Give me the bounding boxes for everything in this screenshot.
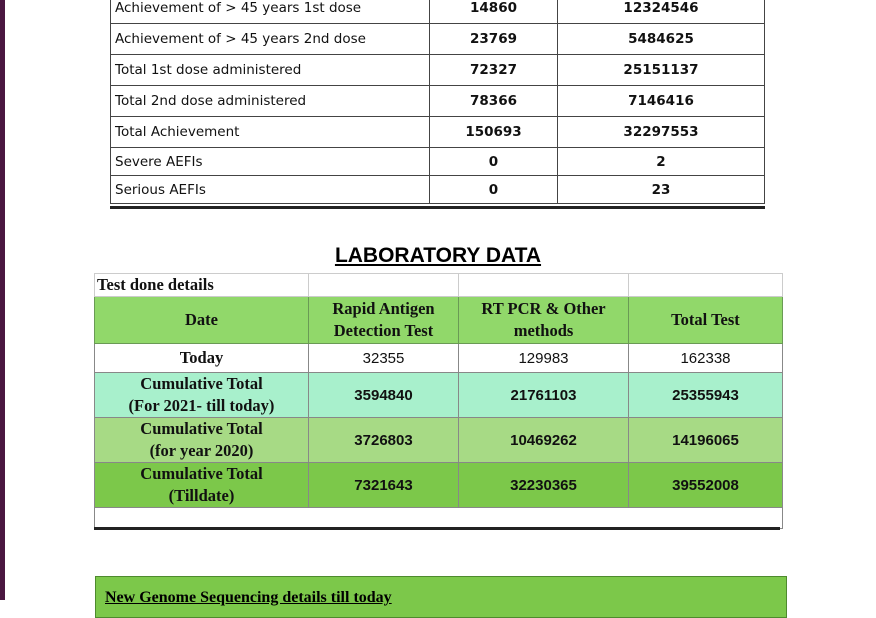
table-row <box>111 117 765 148</box>
row-label: Achievement of > 45 years 2nd dose <box>111 24 430 55</box>
row-date: Today <box>95 344 309 373</box>
today-value: 78366 <box>430 86 558 117</box>
rapid-value: 32355 <box>362 349 405 367</box>
row-date-line2: (For 2021- till today) <box>128 396 275 415</box>
today-value: 14860 <box>430 0 558 24</box>
row-label: Total Achievement <box>111 117 430 148</box>
row-date <box>95 373 309 418</box>
cumulative-value: 7146416 <box>558 86 765 117</box>
rapid-value: 7321643 <box>354 476 413 494</box>
column-header-date: Date <box>95 297 309 344</box>
row-label: Total 1st dose administered <box>111 55 430 86</box>
column-header-rtpcr: RT PCR & Other methods <box>459 297 629 344</box>
row-date-line1: Cumulative Total <box>140 464 263 483</box>
cumulative-value: 23 <box>558 176 765 204</box>
row-date <box>95 418 309 463</box>
cumulative-value: 2 <box>558 148 765 176</box>
empty-row <box>95 508 783 529</box>
laboratory-table <box>94 273 783 529</box>
today-value: 0 <box>430 148 558 176</box>
header-row <box>95 297 783 344</box>
table-row <box>111 24 765 55</box>
table-bottom-rule <box>110 206 765 209</box>
table-row <box>111 86 765 117</box>
row-date-line1: Cumulative Total <box>140 419 263 438</box>
table-row <box>111 148 765 176</box>
genome-title: New Genome Sequencing details till today <box>105 589 392 606</box>
today-value: 23769 <box>430 24 558 55</box>
today-value: 0 <box>430 176 558 204</box>
cumulative-value: 12324546 <box>558 0 765 24</box>
table-row <box>95 344 783 373</box>
table-bottom-rule <box>94 527 780 530</box>
table-row <box>95 463 783 508</box>
section-title <box>0 244 876 268</box>
row-date-line2: (Tilldate) <box>168 486 235 505</box>
table-row <box>95 373 783 418</box>
table-row <box>111 176 765 204</box>
vaccination-table <box>110 0 765 204</box>
table-caption-row <box>95 274 783 297</box>
row-date-line2: (for year 2020) <box>149 441 254 460</box>
row-label: Serious AEFIs <box>111 176 430 204</box>
rtpcr-value: 21761103 <box>510 386 577 404</box>
column-header-total: Total Test <box>629 297 783 344</box>
row-label: Achievement of > 45 years 1st dose <box>111 0 430 24</box>
left-border-bar <box>0 0 5 600</box>
row-date <box>95 463 309 508</box>
row-label: Total 2nd dose administered <box>111 86 430 117</box>
table-row <box>111 0 765 24</box>
total-value: 14196065 <box>672 431 739 449</box>
rtpcr-value: 129983 <box>518 349 569 367</box>
rapid-value: 3726803 <box>354 431 413 449</box>
row-date-line1: Cumulative Total <box>140 374 263 393</box>
today-value: 150693 <box>430 117 558 148</box>
cumulative-value: 5484625 <box>558 24 765 55</box>
table-caption: Test done details <box>95 274 309 297</box>
column-header-rapid: Rapid Antigen Detection Test <box>309 297 459 344</box>
genome-sequencing-header <box>95 576 787 618</box>
total-value: 162338 <box>680 349 731 367</box>
cumulative-value: 25151137 <box>558 55 765 86</box>
lab-title-text: LABORATORY DATA <box>334 244 542 267</box>
table-row <box>95 418 783 463</box>
today-value: 72327 <box>430 55 558 86</box>
table-row <box>111 55 765 86</box>
rtpcr-value: 32230365 <box>510 476 577 494</box>
row-label: Severe AEFIs <box>111 148 430 176</box>
rtpcr-value: 10469262 <box>510 431 577 449</box>
total-value: 25355943 <box>672 386 739 404</box>
total-value: 39552008 <box>672 476 739 494</box>
cumulative-value: 32297553 <box>558 117 765 148</box>
rapid-value: 3594840 <box>354 386 413 404</box>
